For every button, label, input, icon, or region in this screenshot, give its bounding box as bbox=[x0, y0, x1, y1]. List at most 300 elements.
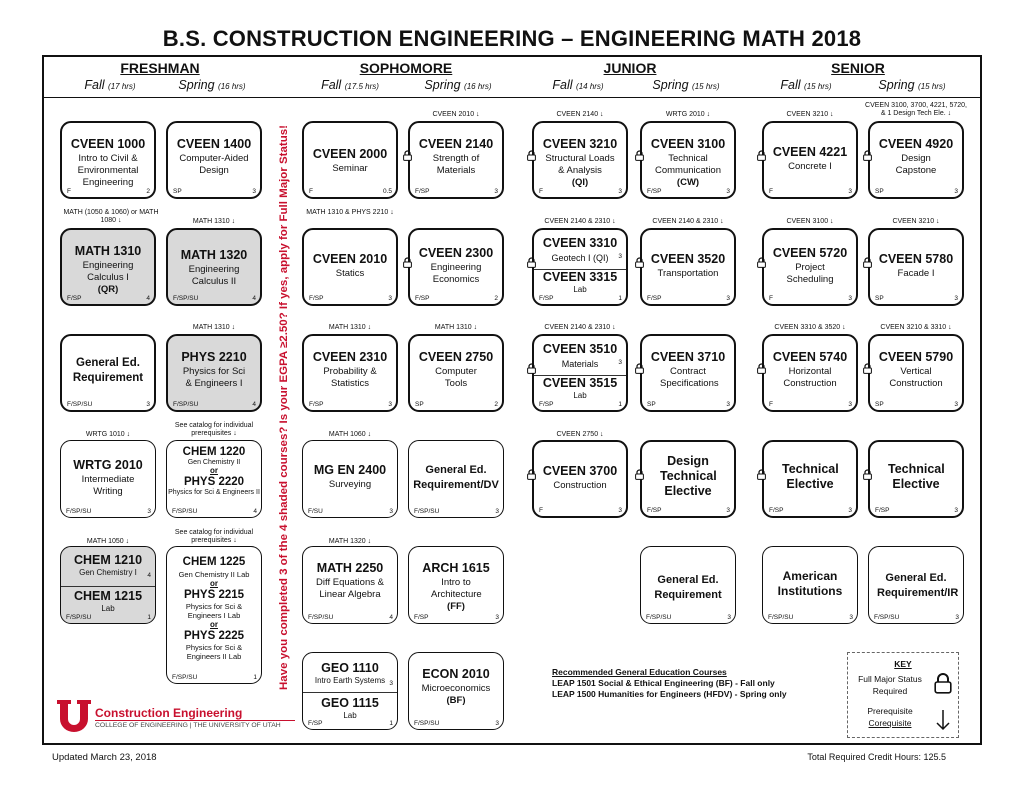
course-code: CVEEN 2010 bbox=[312, 252, 388, 266]
course-semester: F/SP/SU bbox=[874, 614, 900, 621]
prereq-label: CVEEN 3310 & 3520 ↓ bbox=[774, 324, 846, 331]
course-semester: F/SP/SU bbox=[66, 614, 92, 621]
semester-header: Fall (17.5 hrs) bbox=[321, 78, 379, 92]
course-code: CVEEN 5790 bbox=[878, 350, 954, 364]
course-card-cveen-5790[interactable] bbox=[868, 334, 964, 412]
course-semester: F/SP/SU bbox=[308, 614, 334, 621]
course-card-wrtg-2010[interactable] bbox=[60, 440, 156, 518]
course-credits: 3 bbox=[388, 401, 392, 408]
course-credits: 3 bbox=[726, 401, 730, 408]
course-name: Gen Chemistry I bbox=[79, 568, 137, 577]
lock-icon bbox=[757, 150, 766, 161]
course-credits: 1 bbox=[618, 295, 622, 302]
course-card-gen-ed-dv[interactable] bbox=[408, 440, 504, 518]
course-code: CVEEN 3315 bbox=[542, 270, 618, 284]
course-card-cveen-1000[interactable] bbox=[60, 121, 156, 199]
course-divider bbox=[303, 692, 397, 693]
course-code: ECON 2010 bbox=[422, 667, 490, 681]
course-name: Design Capstone bbox=[895, 153, 937, 176]
course-semester: F/SP bbox=[875, 507, 890, 514]
course-card-cveen-5740[interactable] bbox=[762, 334, 858, 412]
course-code: CVEEN 4221 bbox=[772, 145, 848, 159]
course-semester: SP bbox=[173, 188, 182, 195]
course-code: ARCH 1615 bbox=[422, 561, 490, 575]
course-semester: F/SP bbox=[308, 720, 323, 727]
course-semester: F/SP bbox=[647, 507, 662, 514]
course-code: CVEEN 1000 bbox=[70, 137, 146, 151]
course-code: General Ed. Requirement/DV bbox=[413, 464, 499, 491]
course-credits: 3 bbox=[252, 188, 256, 195]
course-semester: F/SP/SU bbox=[173, 401, 199, 408]
course-card-mg-en-2400[interactable] bbox=[302, 440, 398, 518]
prereq-label: CVEEN 2140 & 2310 ↓ bbox=[544, 324, 616, 331]
course-name: Statics bbox=[335, 268, 365, 279]
course-credits: 3 bbox=[848, 507, 852, 514]
course-name: Microeconomics bbox=[421, 683, 491, 694]
course-code: CVEEN 2000 bbox=[312, 147, 388, 161]
course-name: Intro to Architecture bbox=[431, 577, 482, 600]
course-code: CHEM 1220 bbox=[182, 446, 246, 458]
year-junior: JUNIOR bbox=[603, 60, 657, 76]
course-code: CVEEN 4920 bbox=[878, 137, 954, 151]
course-name: Contract Specifications bbox=[660, 366, 719, 389]
course-semester: SP bbox=[875, 401, 884, 408]
course-semester: F/SP bbox=[309, 295, 324, 302]
course-card-chem-1225-phys-2215-2225[interactable] bbox=[166, 546, 262, 684]
course-card-cveen-3510[interactable] bbox=[532, 334, 628, 412]
lock-icon bbox=[527, 150, 536, 161]
course-credits: 1 bbox=[618, 401, 622, 408]
course-semester: F/SP bbox=[539, 295, 554, 302]
course-credits: 3 bbox=[495, 508, 499, 515]
key-title: KEY bbox=[894, 659, 912, 669]
course-name: Lab bbox=[573, 285, 587, 294]
course-semester: F bbox=[539, 507, 543, 514]
course-name: Project Scheduling bbox=[786, 262, 834, 285]
course-card-american-institutions[interactable] bbox=[762, 546, 858, 624]
recommended-gen-ed bbox=[552, 667, 787, 700]
course-name: Engineering Calculus II bbox=[188, 264, 240, 287]
lock-icon bbox=[527, 469, 536, 480]
updated-date: Updated March 23, 2018 bbox=[52, 752, 157, 763]
lock-icon bbox=[863, 150, 872, 161]
course-card-chem-1220-phys-2220[interactable] bbox=[166, 440, 262, 518]
semester-header: Spring (16 hrs) bbox=[424, 78, 492, 92]
course-semester: F/SP bbox=[539, 401, 554, 408]
page-title: B.S. CONSTRUCTION ENGINEERING – ENGINEERING MATH 2018 bbox=[162, 26, 862, 51]
course-code: MATH 2250 bbox=[316, 561, 384, 575]
course-divider bbox=[534, 269, 626, 270]
prereq-label: CVEEN 3100 ↓ bbox=[786, 218, 834, 225]
course-code: GEO 1110 bbox=[321, 661, 379, 675]
course-card-econ-2010[interactable] bbox=[408, 652, 504, 730]
course-card-gen-ed[interactable] bbox=[640, 546, 736, 624]
course-card-arch-1615[interactable] bbox=[408, 546, 504, 624]
u-logo-icon bbox=[57, 700, 91, 732]
course-name: Intro Earth Systems bbox=[314, 676, 386, 685]
year-freshman: FRESHMAN bbox=[120, 60, 200, 76]
course-credits: 3 bbox=[618, 188, 622, 195]
course-credits: 4 bbox=[252, 401, 256, 408]
course-or: or bbox=[210, 620, 218, 629]
prereq-label: WRTG 1010 ↓ bbox=[85, 431, 131, 438]
prereq-label: CVEEN 2140 & 2310 ↓ bbox=[652, 218, 724, 225]
course-credits: 3 bbox=[954, 507, 958, 514]
course-card-gen-ed-ir[interactable] bbox=[868, 546, 964, 624]
course-name: Lab bbox=[573, 391, 587, 400]
course-card-cveen-2010[interactable] bbox=[302, 228, 398, 306]
year-sophomore: SOPHOMORE bbox=[359, 60, 453, 76]
course-semester: F/SP bbox=[309, 401, 324, 408]
prereq-label: CVEEN 3210 & 3310 ↓ bbox=[880, 324, 952, 331]
prereq-label: MATH 1310 & PHYS 2210 ↓ bbox=[306, 209, 394, 216]
course-credits: 3 bbox=[954, 188, 958, 195]
course-semester: F/SP bbox=[769, 507, 784, 514]
lock-icon bbox=[757, 257, 766, 268]
course-semester: F/SP bbox=[415, 188, 430, 195]
course-card-chem-1210[interactable] bbox=[60, 546, 156, 624]
course-card-cveen-5720[interactable] bbox=[762, 228, 858, 306]
course-tag: (FF) bbox=[447, 601, 465, 612]
course-code: CVEEN 3100 bbox=[650, 137, 726, 151]
course-code: Technical Elective bbox=[782, 462, 839, 491]
course-semester: SP bbox=[647, 401, 656, 408]
course-name: Surveying bbox=[328, 479, 372, 490]
prereq-label: See catalog for individual prerequisites ↓ bbox=[174, 529, 254, 544]
course-code: CVEEN 3515 bbox=[542, 376, 618, 390]
total-credit-hours: Total Required Credit Hours: 125.5 bbox=[807, 752, 946, 762]
course-semester: SP bbox=[875, 295, 884, 302]
eligibility-note bbox=[274, 120, 292, 690]
course-code: PHYS 2225 bbox=[183, 630, 245, 642]
key-corequisite: Corequisite bbox=[868, 718, 912, 728]
course-code: MATH 1310 bbox=[74, 244, 142, 258]
semester-header: Fall (14 hrs) bbox=[552, 78, 604, 92]
prereq-label: CVEEN 2140 ↓ bbox=[556, 111, 604, 118]
course-credits: 2 bbox=[146, 188, 150, 195]
course-credits: 3 bbox=[389, 680, 393, 687]
lock-icon bbox=[403, 150, 412, 161]
course-code: CVEEN 2140 bbox=[418, 137, 494, 151]
course-credits: 3 bbox=[726, 188, 730, 195]
course-code: CVEEN 3310 bbox=[542, 236, 618, 250]
course-card-cveen-2140[interactable] bbox=[408, 121, 504, 199]
course-semester: F/SP/SU bbox=[67, 401, 93, 408]
course-card-cveen-3520[interactable] bbox=[640, 228, 736, 306]
course-credits: 3 bbox=[848, 188, 852, 195]
course-semester: F/SP bbox=[67, 295, 82, 302]
course-credits: 3 bbox=[849, 614, 853, 621]
course-name: Lab bbox=[343, 711, 357, 720]
course-code: General Ed. Requirement/IR bbox=[877, 572, 959, 599]
course-card-cveen-2310[interactable] bbox=[302, 334, 398, 412]
course-card-cveen-5780[interactable] bbox=[868, 228, 964, 306]
course-name: Seminar bbox=[332, 163, 368, 174]
course-credits: 3 bbox=[848, 401, 852, 408]
course-credits: 3 bbox=[495, 720, 499, 727]
prereq-label: CVEEN 2140 & 2310 ↓ bbox=[544, 218, 616, 225]
course-divider bbox=[534, 375, 626, 376]
course-name: Geotech I (QI) bbox=[551, 253, 609, 263]
course-card-cveen-3710[interactable] bbox=[640, 334, 736, 412]
course-credits: 3 bbox=[618, 507, 622, 514]
key-prerequisite: Prerequisite bbox=[867, 706, 913, 716]
course-code: Technical Elective bbox=[888, 462, 945, 491]
course-code: MG EN 2400 bbox=[313, 463, 387, 477]
course-semester: SP bbox=[875, 188, 884, 195]
course-code: CHEM 1215 bbox=[73, 589, 143, 603]
course-code: CVEEN 5780 bbox=[878, 252, 954, 266]
course-card-tech-elective[interactable] bbox=[762, 440, 858, 518]
course-name: Physics for Sci & Engineers II Lab bbox=[185, 643, 243, 661]
course-card-math-1310[interactable] bbox=[60, 228, 156, 306]
course-code: General Ed. Requirement bbox=[72, 357, 144, 384]
course-or: or bbox=[210, 579, 218, 588]
course-tag: (QR) bbox=[97, 284, 119, 295]
course-code: WRTG 2010 bbox=[73, 458, 143, 472]
course-name: Transportation bbox=[657, 268, 719, 279]
course-name: Construction bbox=[553, 480, 607, 491]
course-code: CVEEN 3510 bbox=[542, 342, 618, 356]
prereq-label: MATH 1310 ↓ bbox=[192, 324, 236, 331]
course-credits: 2 bbox=[494, 401, 498, 408]
course-code: Design Technical Elective bbox=[660, 454, 717, 498]
lock-icon bbox=[635, 257, 644, 268]
semester-header: Fall (17 hrs) bbox=[84, 78, 136, 92]
course-card-cveen-2000[interactable] bbox=[302, 121, 398, 199]
course-code: PHYS 2220 bbox=[183, 476, 245, 488]
course-name: Lab bbox=[101, 604, 115, 613]
prereq-label: CVEEN 2750 ↓ bbox=[556, 431, 604, 438]
course-name: Intermediate Writing bbox=[81, 474, 135, 497]
semester-header: Spring (16 hrs) bbox=[178, 78, 246, 92]
course-name: Engineering Calculus I bbox=[82, 260, 134, 283]
course-card-cveen-3700[interactable] bbox=[532, 440, 628, 518]
course-name: Strength of Materials bbox=[432, 153, 480, 176]
course-semester: F/SU bbox=[308, 508, 323, 515]
lock-icon bbox=[757, 363, 766, 374]
course-credits: 1 bbox=[389, 720, 393, 727]
lock-icon bbox=[527, 363, 536, 374]
prereq-label: MATH 1060 ↓ bbox=[328, 431, 372, 438]
course-credits: 2 bbox=[494, 295, 498, 302]
course-credits: 3 bbox=[495, 614, 499, 621]
course-code: PHYS 2215 bbox=[183, 589, 245, 601]
semester-header: Spring (15 hrs) bbox=[878, 78, 946, 92]
course-semester: F bbox=[539, 188, 543, 195]
course-card-math-2250[interactable] bbox=[302, 546, 398, 624]
course-card-cveen-3100[interactable] bbox=[640, 121, 736, 199]
course-semester: F/SP bbox=[414, 614, 429, 621]
recommended-heading: Recommended General Education Courses bbox=[552, 667, 727, 677]
course-name: Computer-Aided Design bbox=[179, 153, 249, 176]
course-card-math-1320[interactable] bbox=[166, 228, 262, 306]
prereq-label: CVEEN 3100, 3700, 4221, 5720, & 1 Design Tech Ele. ↓ bbox=[865, 102, 967, 117]
prereq-label: CVEEN 3210 ↓ bbox=[892, 218, 940, 225]
course-credits: 3 bbox=[618, 359, 622, 366]
course-credits: 4 bbox=[146, 295, 150, 302]
logo-subtitle: COLLEGE OF ENGINEERING | THE UNIVERSITY OF UTAH bbox=[95, 720, 295, 729]
header-divider bbox=[44, 97, 980, 98]
course-semester: F/SP bbox=[647, 295, 662, 302]
recommended-line: LEAP 1500 Humanities for Engineers (HFDV) - Spring only bbox=[552, 689, 787, 699]
lock-icon bbox=[863, 469, 872, 480]
prereq-label: MATH 1050 ↓ bbox=[86, 538, 130, 545]
course-divider bbox=[61, 586, 155, 587]
course-card-cveen-4920[interactable] bbox=[868, 121, 964, 199]
course-name: Diff Equations & Linear Algebra bbox=[316, 577, 384, 600]
course-credits: 3 bbox=[146, 401, 150, 408]
course-credits: 1 bbox=[147, 614, 151, 621]
lock-icon bbox=[863, 363, 872, 374]
prereq-label: See catalog for individual prerequisites ↓ bbox=[174, 422, 254, 437]
recommended-line: LEAP 1501 Social & Ethical Engineering (BF) - Fall only bbox=[552, 678, 775, 688]
course-name: Concrete I bbox=[788, 161, 832, 172]
course-semester: F/SP/SU bbox=[768, 614, 794, 621]
course-credits: 3 bbox=[955, 614, 959, 621]
course-name: Gen Chemistry II bbox=[187, 459, 241, 466]
course-semester: F/SP bbox=[647, 188, 662, 195]
course-code: GEO 1115 bbox=[321, 696, 379, 710]
course-card-cveen-4221[interactable] bbox=[762, 121, 858, 199]
course-code: CVEEN 2300 bbox=[418, 246, 494, 260]
course-card-cveen-2300[interactable] bbox=[408, 228, 504, 306]
legend-key bbox=[847, 652, 959, 738]
prereq-label: MATH (1050 & 1060) or MATH 1080 ↓ bbox=[63, 209, 159, 224]
arrow-down-icon bbox=[936, 709, 950, 731]
course-name: Facade I bbox=[897, 268, 935, 279]
course-credits: 4 bbox=[252, 295, 256, 302]
eligibility-text: Have you completed 3 of the 4 shaded courses? Is your EGPA ≥2.50? If yes, apply for Full Major Status! bbox=[278, 149, 290, 690]
prereq-label: MATH 1310 ↓ bbox=[434, 324, 478, 331]
course-credits: 3 bbox=[618, 253, 622, 260]
prereq-label: MATH 1320 ↓ bbox=[328, 538, 372, 545]
course-name: Computer Tools bbox=[435, 366, 477, 389]
course-semester: F/SP/SU bbox=[173, 295, 199, 302]
course-card-geo-1110[interactable] bbox=[302, 652, 398, 730]
course-semester: F bbox=[67, 188, 71, 195]
course-credits: 3 bbox=[954, 295, 958, 302]
lock-icon bbox=[757, 469, 766, 480]
course-credits: 0.5 bbox=[382, 188, 392, 195]
course-code: CHEM 1225 bbox=[182, 556, 246, 568]
semester-header: Fall (15 hrs) bbox=[780, 78, 832, 92]
prereq-label: MATH 1310 ↓ bbox=[192, 218, 236, 225]
course-tag: (QI) bbox=[571, 177, 589, 188]
course-code: CVEEN 3710 bbox=[650, 350, 726, 364]
course-credits: 4 bbox=[389, 614, 393, 621]
course-card-gen-ed[interactable] bbox=[60, 334, 156, 412]
course-semester: F/SP/SU bbox=[414, 720, 440, 727]
prereq-label: WRTG 2010 ↓ bbox=[665, 111, 711, 118]
course-name: Physics for Sci & Engineers II bbox=[168, 489, 260, 496]
lock-icon bbox=[863, 257, 872, 268]
course-semester: F/SP/SU bbox=[66, 508, 92, 515]
course-code: CVEEN 3700 bbox=[542, 464, 618, 478]
course-semester: F/SP/SU bbox=[172, 508, 198, 515]
prereq-label: MATH 1310 ↓ bbox=[328, 324, 372, 331]
course-semester: F bbox=[769, 295, 773, 302]
course-credits: 3 bbox=[727, 614, 731, 621]
semester-header: Spring (15 hrs) bbox=[652, 78, 720, 92]
course-code: CVEEN 2310 bbox=[312, 350, 388, 364]
course-card-cveen-2750[interactable] bbox=[408, 334, 504, 412]
course-code: General Ed. Requirement bbox=[654, 574, 722, 601]
course-card-cveen-3210[interactable] bbox=[532, 121, 628, 199]
course-name: Intro to Civil & Environmental Engineering bbox=[77, 153, 139, 188]
course-code: CVEEN 1400 bbox=[176, 137, 252, 151]
lock-icon bbox=[635, 363, 644, 374]
course-code: CVEEN 3520 bbox=[650, 252, 726, 266]
prereq-label: CVEEN 3210 ↓ bbox=[786, 111, 834, 118]
course-or: or bbox=[210, 466, 218, 475]
course-code: CVEEN 5720 bbox=[772, 246, 848, 260]
course-card-cveen-1400[interactable] bbox=[166, 121, 262, 199]
course-name: Horizontal Construction bbox=[783, 366, 837, 389]
course-name: Gen Chemistry II Lab bbox=[178, 570, 250, 579]
course-semester: F/SP bbox=[415, 295, 430, 302]
course-card-tech-elective[interactable] bbox=[868, 440, 964, 518]
course-semester: F/SP/SU bbox=[172, 674, 198, 681]
course-credits: 3 bbox=[848, 295, 852, 302]
course-card-design-tech-elective[interactable] bbox=[640, 440, 736, 518]
course-credits: 3 bbox=[726, 295, 730, 302]
lock-icon bbox=[635, 150, 644, 161]
course-semester: F/SP/SU bbox=[414, 508, 440, 515]
lock-icon bbox=[527, 257, 536, 268]
course-credits: 3 bbox=[389, 508, 393, 515]
course-code: CHEM 1210 bbox=[73, 553, 143, 567]
course-semester: F bbox=[769, 188, 773, 195]
course-tag: (CW) bbox=[676, 177, 700, 188]
course-credits: 3 bbox=[726, 507, 730, 514]
course-name: Physics for Sci & Engineers I bbox=[182, 366, 246, 389]
course-code: CVEEN 2750 bbox=[418, 350, 494, 364]
prereq-label: CVEEN 2010 ↓ bbox=[432, 111, 480, 118]
course-tag: (BF) bbox=[446, 695, 466, 706]
course-name: Vertical Construction bbox=[889, 366, 943, 389]
course-name: Physics for Sci & Engineers I Lab bbox=[185, 602, 243, 620]
course-semester: F bbox=[309, 188, 313, 195]
course-credits: 3 bbox=[388, 295, 392, 302]
course-credits: 3 bbox=[954, 401, 958, 408]
course-code: CVEEN 3210 bbox=[542, 137, 618, 151]
lock-icon bbox=[934, 672, 952, 694]
course-credits: 4 bbox=[253, 508, 257, 515]
course-code: PHYS 2210 bbox=[181, 350, 247, 364]
course-credits: 1 bbox=[253, 674, 257, 681]
logo-name: Construction Engineering bbox=[95, 706, 243, 720]
course-semester: F/SP/SU bbox=[646, 614, 672, 621]
course-code: MATH 1320 bbox=[180, 248, 248, 262]
key-full-major: Full Major Status Required bbox=[858, 674, 922, 696]
course-semester: SP bbox=[415, 401, 424, 408]
course-credits: 3 bbox=[147, 508, 151, 515]
course-semester: F bbox=[769, 401, 773, 408]
course-name: Materials bbox=[561, 359, 599, 369]
course-name: Engineering Economics bbox=[430, 262, 482, 285]
course-name: Technical Communication bbox=[655, 153, 721, 176]
course-credits: 4 bbox=[147, 572, 151, 579]
course-card-phys-2210[interactable] bbox=[166, 334, 262, 412]
course-name: Probability & Statistics bbox=[323, 366, 377, 389]
course-card-cveen-3310[interactable] bbox=[532, 228, 628, 306]
year-senior: SENIOR bbox=[831, 60, 885, 76]
course-credits: 3 bbox=[494, 188, 498, 195]
course-name: Structural Loads & Analysis bbox=[545, 153, 615, 176]
course-code: CVEEN 5740 bbox=[772, 350, 848, 364]
course-code: American Institutions bbox=[777, 569, 843, 598]
